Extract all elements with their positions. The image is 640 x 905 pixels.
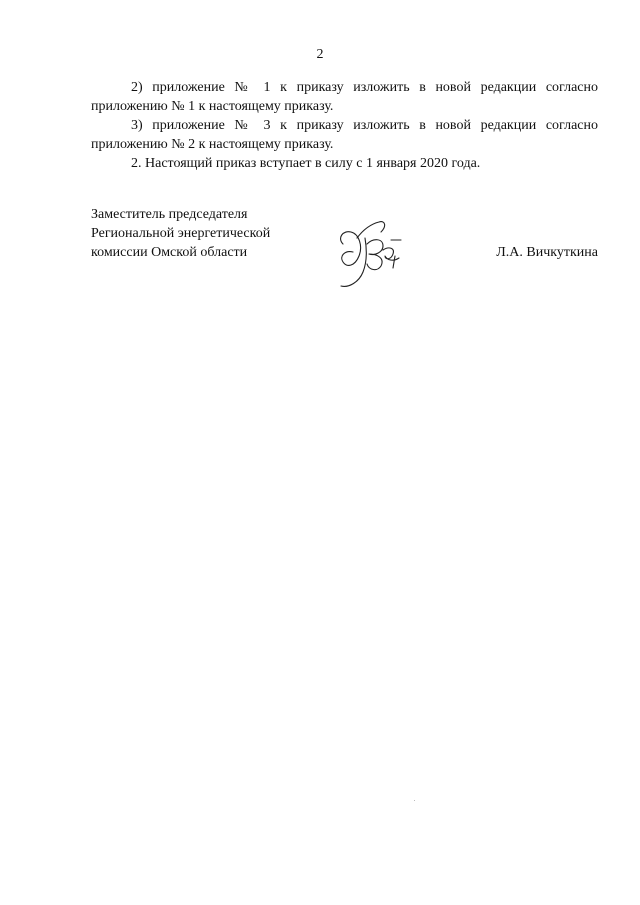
page-number: 2 <box>316 47 324 62</box>
scan-speck <box>414 800 415 801</box>
signer-title-line: Региональной энергетической <box>91 226 271 241</box>
paragraph-effective-date: 2. Настоящий приказ вступает в силу с 1 января 2020 года. <box>131 156 481 171</box>
handwritten-signature <box>329 210 409 290</box>
signature-block <box>91 205 598 295</box>
signer-title-line: комиссии Омской области <box>91 245 248 260</box>
document-body <box>91 78 598 173</box>
signer-title <box>91 205 270 262</box>
signer-title-line: Заместитель председателя <box>91 207 248 222</box>
paragraph-appendix-1: 2) приложение № 1 к приказу изложить в новой редакции согласно приложению № 1 к настоящему приказу. <box>91 80 598 114</box>
paragraph-appendix-3: 3) приложение № 3 к приказу изложить в новой редакции согласно приложению № 2 к настоящему приказу. <box>91 118 598 152</box>
signer-name: Л.А. Вичкуткина <box>496 245 598 260</box>
